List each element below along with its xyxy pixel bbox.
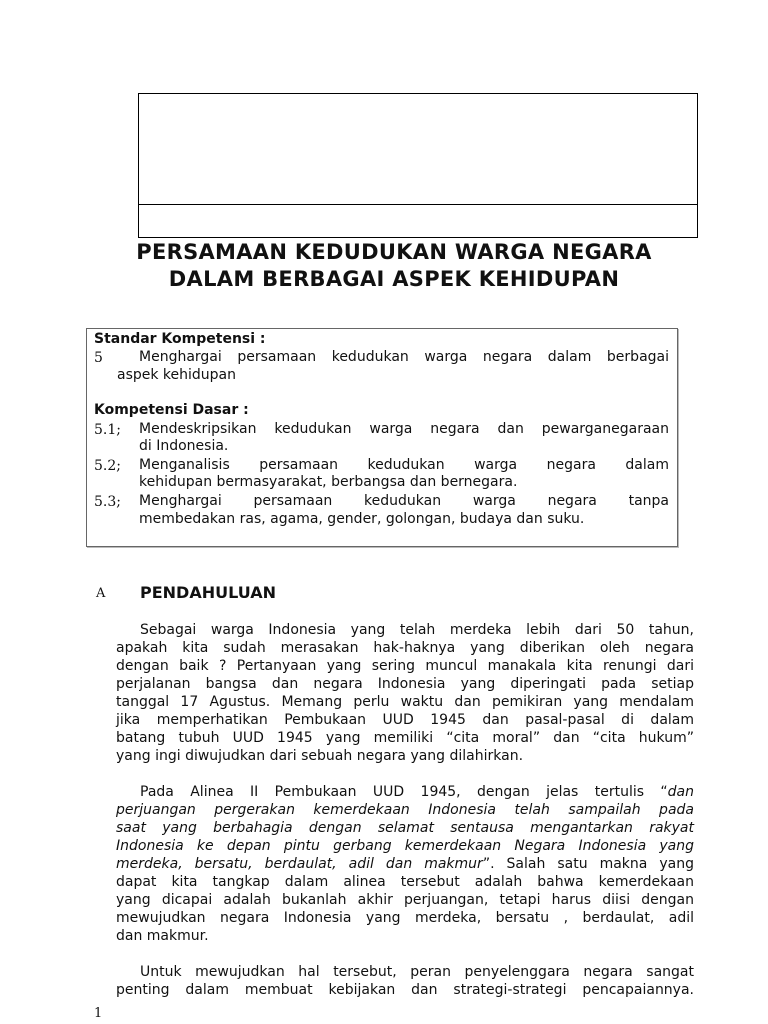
paragraph-2-quote: dan	[667, 784, 694, 800]
header-table-divider	[139, 204, 697, 205]
dasar-item-text-cont: membedakan ras, agama, gender, golongan, budaya dan suku.	[139, 511, 585, 527]
paragraph-2-text: ”. Salah satu makna yang	[482, 856, 694, 872]
dasar-item-text: Menganalisis persamaan kedudukan warga negara dalam	[139, 457, 669, 473]
paragraph-1-line: dengan baik ? Pertanyaan yang sering muncul manakala kita renungi dari	[116, 658, 694, 674]
paragraph-2-line: dan makmur.	[116, 928, 209, 944]
dasar-item-text-cont: di Indonesia.	[139, 438, 229, 454]
competency-box	[86, 328, 678, 547]
dasar-item-number: 5.2;	[94, 458, 121, 474]
header-table	[138, 93, 698, 238]
paragraph-1-line: tanggal 17 Agustus. Memang perlu waktu dan pemikiran yang mendalam	[116, 694, 694, 710]
document-title-line-1: PERSAMAAN KEDUDUKAN WARGA NEGARA	[136, 240, 652, 264]
standar-item-number: 5	[94, 350, 103, 366]
page-number: 1	[94, 1006, 103, 1021]
dasar-item-number: 5.3;	[94, 494, 121, 510]
standar-kompetensi-label: Standar Kompetensi :	[94, 331, 266, 347]
section-number: A	[96, 586, 106, 601]
standar-item-text-cont: aspek kehidupan	[117, 367, 237, 383]
paragraph-1-line: yang ingi diwujudkan dari sebuah negara yang dilahirkan.	[116, 748, 524, 764]
paragraph-3-line: penting dalam membuat kebijakan dan strategi-strategi pencapaiannya.	[116, 982, 694, 998]
paragraph-2-quote-line: perjuangan pergerakan kemerdekaan Indonesia telah sampailah pada	[116, 802, 694, 818]
dasar-item-text: Menghargai persamaan kedudukan warga negara tanpa	[139, 493, 669, 509]
document-title-line-2: DALAM BERBAGAI ASPEK KEHIDUPAN	[168, 267, 620, 291]
paragraph-1-line: jika memperhatikan Pembukaan UUD 1945 dan pasal-pasal di dalam	[116, 712, 694, 728]
paragraph-2-line: yang dicapai adalah bukanlah akhir perjuangan, tetapi harus diisi dengan	[116, 892, 694, 908]
paragraph-1-line: apakah kita sudah merasakan hak-haknya yang diberikan oleh negara	[116, 640, 694, 656]
paragraph-3-line: Untuk mewujudkan hal tersebut, peran penyelenggara negara sangat	[140, 964, 694, 980]
paragraph-2-line: dapat kita tangkap dalam alinea tersebut adalah bahwa kemerdekaan	[116, 874, 694, 890]
dasar-item-text: Mendeskripsikan kedudukan warga negara dan pewarganegaraan	[139, 421, 669, 437]
section-heading: PENDAHULUAN	[140, 583, 276, 602]
paragraph-2-line	[140, 783, 694, 801]
dasar-item-number: 5.1;	[94, 422, 121, 438]
paragraph-1-line: Sebagai warga Indonesia yang telah merdeka lebih dari 50 tahun,	[140, 622, 694, 638]
dasar-item-text-cont: kehidupan bermasyarakat, berbangsa dan bernegara.	[139, 474, 518, 490]
paragraph-1-line: perjalanan bangsa dan negara Indonesia yang diperingati pada setiap	[116, 676, 694, 692]
paragraph-2-quote-line: saat yang berbahagia dengan selamat sentausa mengantarkan rakyat	[116, 820, 694, 836]
kompetensi-dasar-label: Kompetensi Dasar :	[94, 402, 249, 418]
paragraph-2-quote-line: Indonesia ke depan pintu gerbang kemerdekaan Negara Indonesia yang	[116, 838, 694, 854]
standar-item-text: Menghargai persamaan kedudukan warga negara dalam berbagai	[139, 349, 669, 365]
paragraph-2-line: mewujudkan negara Indonesia yang merdeka, bersatu , berdaulat, adil	[116, 910, 694, 926]
paragraph-2-text: Pada Alinea II Pembukaan UUD 1945, dengan jelas tertulis “	[140, 784, 668, 800]
paragraph-2-line	[116, 855, 694, 873]
paragraph-1-line: batang tubuh UUD 1945 yang memiliki “cita moral” dan “cita hukum”	[116, 730, 694, 746]
paragraph-2-quote: merdeka, bersatu, berdaulat, adil dan makmur	[116, 856, 483, 872]
